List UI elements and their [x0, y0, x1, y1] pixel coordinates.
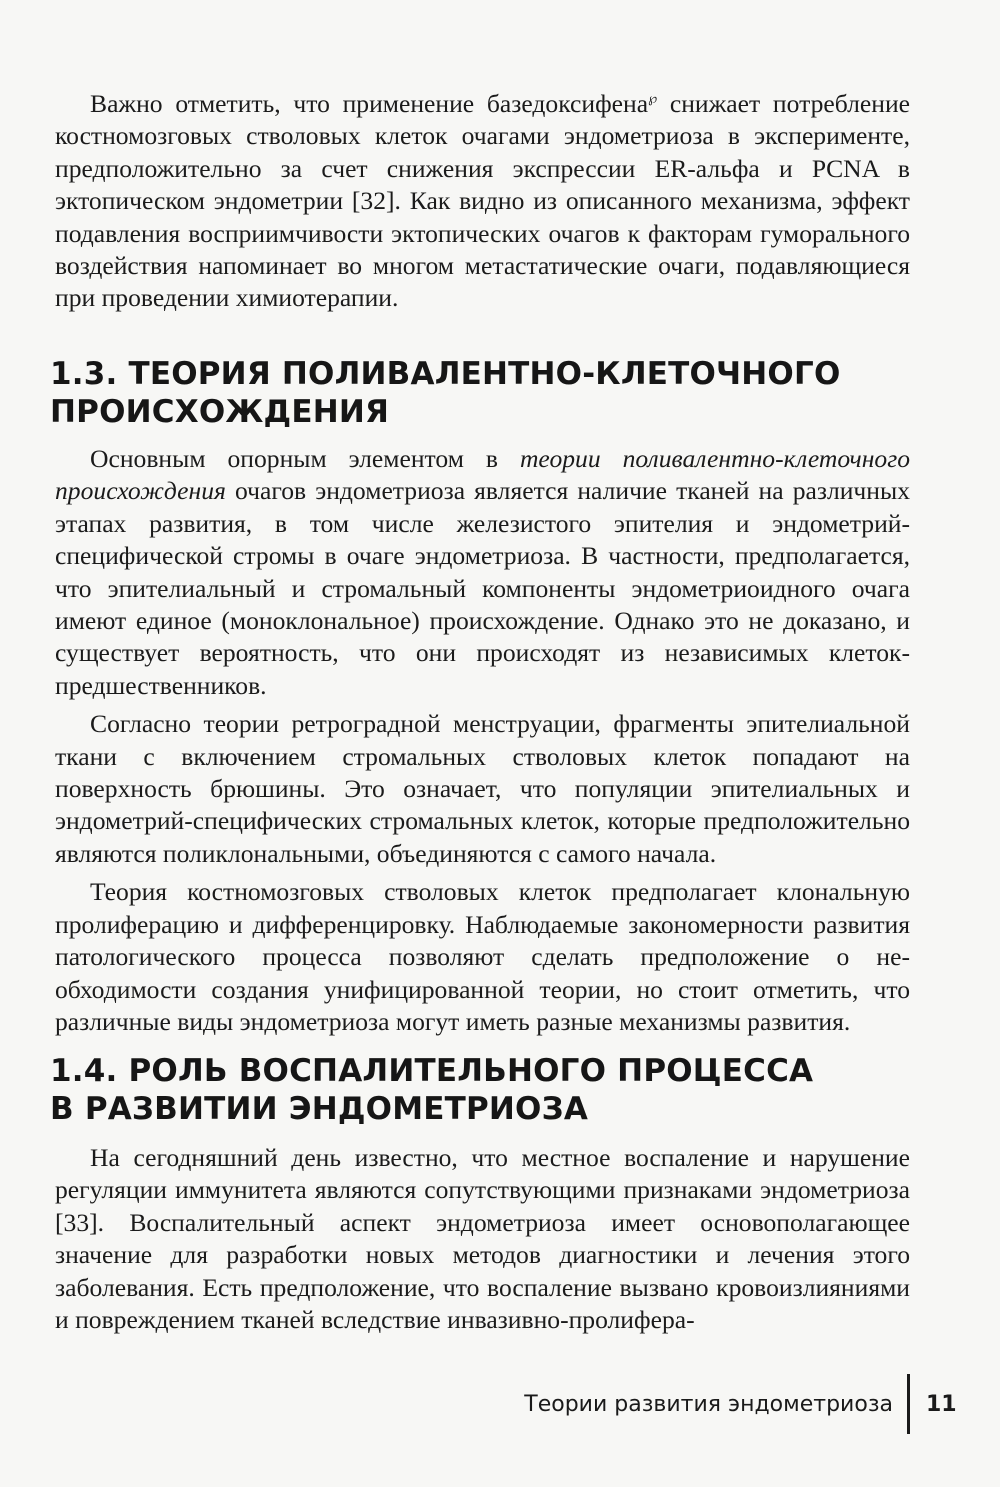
section-1-3-body [55, 443, 910, 1038]
intro-paragraph-start: Важно отметить, что применение базедоксифена [90, 89, 649, 118]
section-1-3-paragraph-1 [55, 443, 910, 702]
section-1-3-title-line1: 1.3. ТЕОРИЯ ПОЛИВАЛЕНТНО-КЛЕТОЧНОГО [50, 356, 841, 392]
s13-p1-end: очагов эндометриоза является наличие тканей на различных этапах развития, в том числе железистого эпителия и эндометрий-специфической стромы в очаге эндометриоза. В частности, предполагается, что эпителиальный и стромальный компоненты эндометриоидного очага имеют единое (моноклональное) происхождение. Однако это не доказано, и существует вероятность, что они происходят из независимых клеток-предшественников. [55, 476, 910, 700]
intro-paragraph-rest: снижает потребление костномозговых стволовых клеток очагами эндометриоза в эксперименте, предположительно за счет снижения экспрессии ER-альфа и PCNA в эктопическом эндометрии [32]. Как видно из описанного механизма, эффект подавления восприимчивости эктопических очагов к факторам гуморального воздействия напоминает во многом метастатические очаги, подавляющиеся при проведении химиотерапии. [55, 89, 911, 313]
page-footer [524, 1374, 957, 1434]
section-1-3-paragraph-2: Согласно теории ретроградной менструации, фрагменты эпителиальной ткани с включением стромальных стволовых клеток попадают на поверхность брюшины. Это означает, что популяции эпителиальных и эндометрий-специфических стромальных клеток, которые предположительно являются поликлональными, объединяются с самого начала. [55, 709, 910, 868]
section-1-4-paragraph-1: На сегодняшний день известно, что местное воспаление и нарушение регуляции иммунитета являются сопутствующими признаками эндометриоза [33]. Воспалительный аспект эндометриоза имеет основополагающее значение для разработки новых методов диагностики и лечения этого заболевания. Есть предположение, что воспаление вызвано кровоизлияниями и повреждением тканей вследствие инвазивно-пролифера- [55, 1143, 910, 1335]
section-1-3-heading [50, 355, 910, 431]
trademark-mark: ℘ [648, 90, 658, 106]
s13-p1-italic-term: теории поливалентно-клеточного происхождения [55, 444, 911, 506]
section-1-3-title-line2: ПРОИСХОЖДЕНИЯ [50, 394, 390, 430]
section-1-3-paragraph-3: Теория костномозговых стволовых клеток предполагает клональную пролиферацию и дифференцировку. Наблюдаемые закономерности развития патологического процесса позволяют сделать предположение о необходимости создания унифицированной теории, но стоит отметить, что различные виды эндометриоза могут иметь разные механизмы развития. [55, 877, 910, 1036]
s13-p1-start: Основным опорным элементом в [90, 444, 520, 473]
section-1-4-title-line1: 1.4. РОЛЬ ВОСПАЛИТЕЛЬНОГО ПРОЦЕССА [50, 1053, 814, 1089]
intro-section [55, 88, 910, 315]
section-1-4-heading [50, 1052, 910, 1128]
running-title: Теории развития эндометриоза [524, 1391, 893, 1417]
page-number: 11 [926, 1391, 957, 1417]
section-1-4-title-line2: В РАЗВИТИИ ЭНДОМЕТРИОЗА [50, 1091, 589, 1127]
intro-paragraph [55, 88, 910, 315]
section-1-4-body [55, 1142, 910, 1336]
